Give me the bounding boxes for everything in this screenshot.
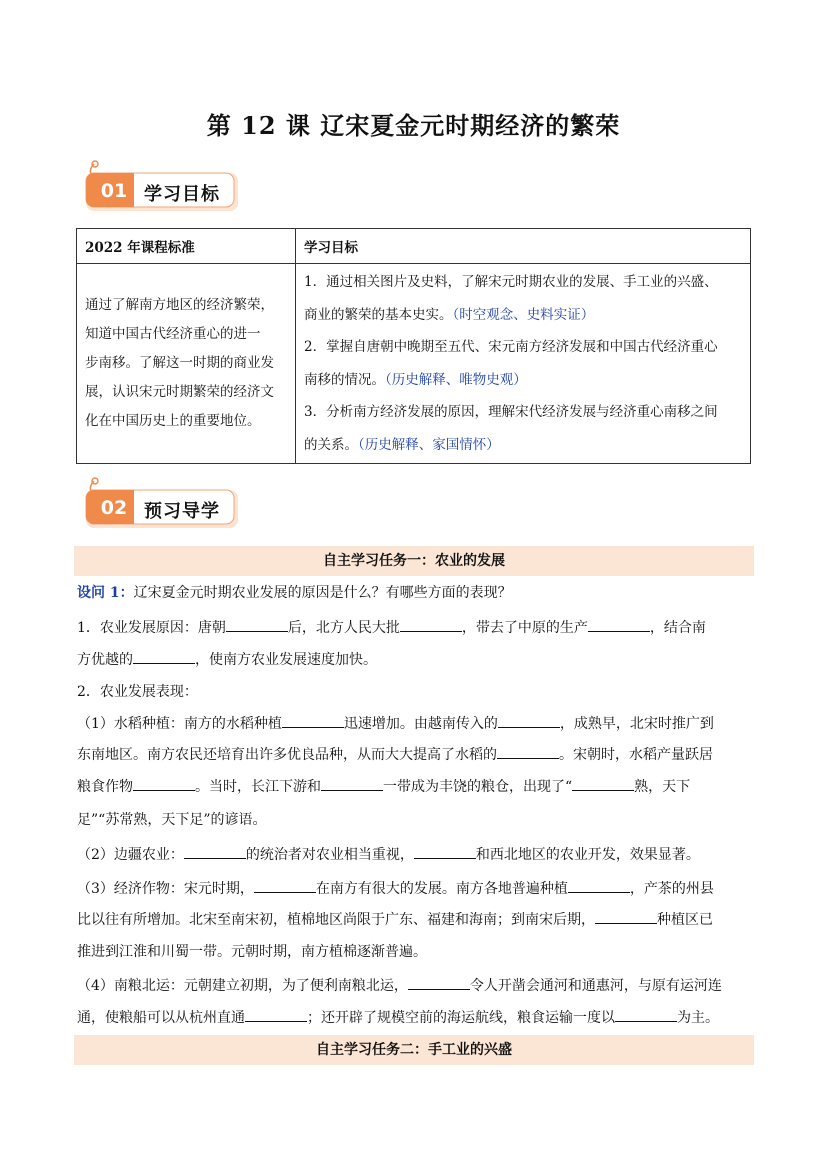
fill-blank[interactable] xyxy=(400,618,462,632)
goal-text: 3．分析南方经济发展的原因，理解宋代经济发展与经济重心南移之间 xyxy=(304,404,718,420)
text: ，成熟早，北宋时推广到 xyxy=(559,716,714,732)
fill-blank[interactable] xyxy=(568,879,630,893)
text: 一带成为丰饶的粮仓，出现了“ xyxy=(383,779,573,795)
text: ，使南方农业发展速度加快。 xyxy=(195,652,377,668)
fill-blank[interactable] xyxy=(133,650,195,664)
text: （4）南粮北运：元朝建立初期，为了便利南粮北运， xyxy=(77,978,408,994)
fill-blank[interactable] xyxy=(497,745,559,759)
goal-text-end: 商业的繁荣的基本史实。 xyxy=(304,306,453,323)
fill-blank[interactable] xyxy=(245,1008,307,1022)
table-header-row xyxy=(77,229,751,264)
learning-goals-cell xyxy=(296,264,751,464)
text-line xyxy=(77,976,757,996)
text-line xyxy=(77,1008,757,1028)
text: 比以往有所增加。北宋至南宋初，植棉地区尚限于广东、福建和海南；到南宋后期， xyxy=(77,912,595,928)
text: 和西北地区的农业开发，效果显著。 xyxy=(475,847,700,863)
goal-tag: （历史解释、唯物史观） xyxy=(385,371,527,388)
table-header-standard: 2022 年课程标准 xyxy=(77,229,296,264)
text: ，产茶的州县 xyxy=(629,881,714,897)
badge-number: 02 xyxy=(100,497,128,519)
table-header-goals: 学习目标 xyxy=(296,229,751,264)
standard-line: 知道中国古代经济重心的进一 xyxy=(85,326,261,342)
text: （2）边疆农业： xyxy=(77,847,184,863)
task1-title-bar: 自主学习任务一：农业的发展 xyxy=(74,546,754,576)
goal-item xyxy=(304,396,744,461)
text: 粮食作物 xyxy=(77,779,133,795)
goal-item xyxy=(304,266,744,331)
goal-text xyxy=(304,299,744,332)
text: 种植区已 xyxy=(657,912,713,928)
text-line: 推进到江淮和川蜀一带。元朝时期，南方植棉逐渐普遍。 xyxy=(77,944,427,960)
text: 。当时，长江下游和 xyxy=(195,779,321,795)
standard-line: 展，认识宋元时期繁荣的经济文 xyxy=(85,384,274,400)
text: 东南地区。南方农民还培育出许多优良品种，从而大大提高了水稻的 xyxy=(77,747,497,763)
text-line xyxy=(77,714,757,734)
text: 1．农业发展原因：唐朝 xyxy=(77,620,226,636)
text: 熟，天下 xyxy=(634,779,691,795)
goal-text: 2．掌握自唐朝中晚期至五代、宋元南方经济发展和中国古代经济重心 xyxy=(304,339,718,355)
text-line xyxy=(77,777,757,797)
text-line: 足”“苏常熟，天下足”的谚语。 xyxy=(77,812,267,828)
fill-blank[interactable] xyxy=(226,618,288,632)
text: ，带去了中原的生产 xyxy=(461,620,588,636)
text: 方优越的 xyxy=(77,652,133,668)
text: 为主。 xyxy=(677,1010,719,1026)
standard-line: 化在中国历史上的重要地位。 xyxy=(85,413,261,429)
fill-blank[interactable] xyxy=(588,618,650,632)
learning-goals-table xyxy=(76,228,751,464)
fill-blank[interactable] xyxy=(282,714,344,728)
standard-line: 通过了解南方地区的经济繁荣， xyxy=(85,297,274,313)
page-title: 第 12 课 辽宋夏金元时期经济的繁荣 xyxy=(206,111,621,140)
text: 通，使粮船可以从杭州直通 xyxy=(77,1010,245,1026)
badge-number: 01 xyxy=(100,180,128,202)
fill-blank[interactable] xyxy=(321,777,383,791)
text-line xyxy=(77,745,757,765)
section-badge-study-goals xyxy=(84,160,244,210)
text-line xyxy=(77,845,757,865)
text: 令人开凿会通河和通惠河，与原有运河连 xyxy=(469,978,722,994)
fill-blank[interactable] xyxy=(595,910,657,924)
text-line: 2．农业发展表现： xyxy=(77,684,198,700)
fill-blank[interactable] xyxy=(572,777,634,791)
fill-blank[interactable] xyxy=(615,1008,677,1022)
goal-text xyxy=(304,429,744,462)
text-line xyxy=(77,618,757,638)
question-label: 设问 1： xyxy=(77,585,134,601)
fill-blank[interactable] xyxy=(408,976,470,990)
goal-item xyxy=(304,331,744,396)
goal-text-end: 的关系。 xyxy=(304,436,358,453)
section-badge-preview xyxy=(84,477,244,527)
text-line xyxy=(77,879,757,899)
text: （3）经济作物：宋元时期， xyxy=(77,881,254,897)
fill-blank[interactable] xyxy=(254,879,316,893)
fill-blank[interactable] xyxy=(414,845,476,859)
goal-text-end: 南移的情况。 xyxy=(304,371,385,388)
text: 后，北方人民大批 xyxy=(287,620,400,636)
text-line xyxy=(77,650,757,670)
text: ，结合南 xyxy=(649,620,706,636)
goal-tag: （历史解释、家国情怀） xyxy=(358,436,500,453)
fill-blank[interactable] xyxy=(184,845,246,859)
text-line xyxy=(77,910,757,930)
text: 的统治者对农业相当重视， xyxy=(245,847,414,863)
badge-label: 预习导学 xyxy=(144,501,220,522)
question-1 xyxy=(77,583,757,603)
question-text: 辽宋夏金元时期农业发展的原因是什么？有哪些方面的表现？ xyxy=(133,585,512,601)
text: 。宋朝时，水稻产量跃居 xyxy=(559,747,713,763)
goal-text: 1．通过相关图片及史料，了解宋元时期农业的发展、手工业的兴盛、 xyxy=(304,274,718,290)
table-row xyxy=(77,264,751,464)
fill-blank[interactable] xyxy=(133,777,195,791)
goal-tag: （时空观念、史料实证） xyxy=(452,306,595,323)
text: 迅速增加。由越南传入的 xyxy=(343,716,498,732)
text: ；还开辟了规模空前的海运航线，粮食运输一度以 xyxy=(307,1010,615,1026)
fill-blank[interactable] xyxy=(498,714,560,728)
text: 在南方有很大的发展。南方各地普遍种植 xyxy=(315,881,568,897)
goal-text xyxy=(304,364,744,397)
text: （1）水稻种植：南方的水稻种植 xyxy=(77,716,282,732)
task2-title-bar: 自主学习任务二：手工业的兴盛 xyxy=(74,1035,754,1065)
curriculum-standard-cell xyxy=(77,264,296,464)
badge-label: 学习目标 xyxy=(144,184,220,205)
standard-line: 步南移。了解这一时期的商业发 xyxy=(85,355,274,371)
